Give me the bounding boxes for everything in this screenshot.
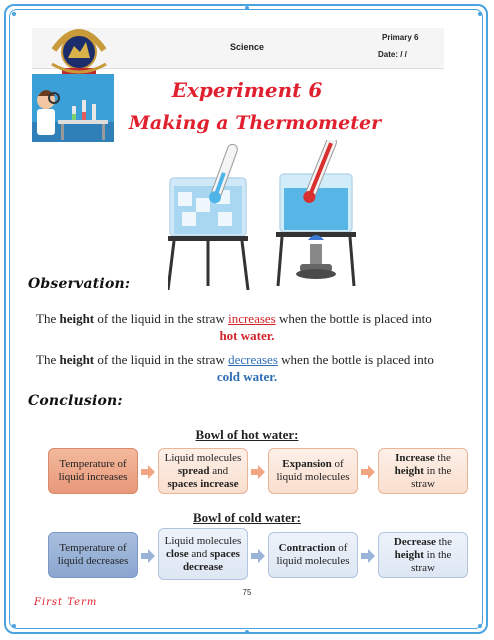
step-text: Decrease the height in the straw <box>393 535 453 574</box>
observation-paragraph-hot <box>36 310 460 327</box>
page-number: 75 <box>242 588 252 597</box>
hot-arrow-1 <box>141 465 155 479</box>
experiment-title: Experiment 6 <box>171 78 323 102</box>
header-grade: Primary 6 <box>382 33 419 42</box>
cold-step-3 <box>268 532 358 578</box>
hot-step-1 <box>48 448 138 494</box>
text-run: of the liquid in the straw <box>94 311 229 326</box>
hot-step-3 <box>268 448 358 494</box>
observation-hot-water: hot water. <box>219 328 275 343</box>
step-text: Temperature of liquid increases <box>58 458 128 483</box>
conclusion-heading: Conclusion: <box>28 393 123 409</box>
hot-water-title: Bowl of hot water: <box>195 427 299 442</box>
observation-heading: Observation: <box>28 276 131 292</box>
text-run: The <box>36 352 60 367</box>
keyword-height: height <box>59 352 95 367</box>
header-date: Date: / / <box>378 50 407 59</box>
keyword-increases: increases <box>228 311 276 326</box>
thermometer-beakers-illustration <box>168 140 358 290</box>
hot-arrow-3 <box>361 465 375 479</box>
text-run: The <box>36 311 60 326</box>
step-text: Contraction of liquid molecules <box>276 542 350 567</box>
step-text: Temperature of liquid decreases <box>57 542 129 567</box>
hot-step-4 <box>378 448 468 494</box>
cold-arrow-1 <box>141 549 155 563</box>
observation-paragraph-cold <box>36 351 460 368</box>
cold-water-title: Bowl of cold water: <box>193 510 301 525</box>
cold-step-2 <box>158 528 248 580</box>
text-run: when the bottle is placed into <box>275 311 432 326</box>
cold-step-4 <box>378 532 468 578</box>
experiment-subtitle: Making a Thermometer <box>128 112 382 134</box>
step-text: Expansion of liquid molecules <box>276 458 350 483</box>
hot-arrow-2 <box>251 465 265 479</box>
text-run: of the liquid in the straw <box>94 352 229 367</box>
hot-step-2 <box>158 448 248 494</box>
step-text: Increase the height in the straw <box>394 451 452 490</box>
cold-step-1 <box>48 532 138 578</box>
keyword-decreases: decreases <box>228 352 278 367</box>
step-text: Liquid molecules close and spaces decrease <box>164 534 242 573</box>
keyword-height: height <box>59 311 95 326</box>
footer-term: First Term <box>34 597 98 608</box>
text-run: when the bottle is placed into <box>277 352 434 367</box>
cold-arrow-3 <box>361 549 375 563</box>
observation-cold-water: cold water. <box>216 369 278 384</box>
header-subject: Science <box>229 42 265 52</box>
step-text: Liquid molecules spread and spaces increase <box>164 451 242 490</box>
cold-arrow-2 <box>251 549 265 563</box>
